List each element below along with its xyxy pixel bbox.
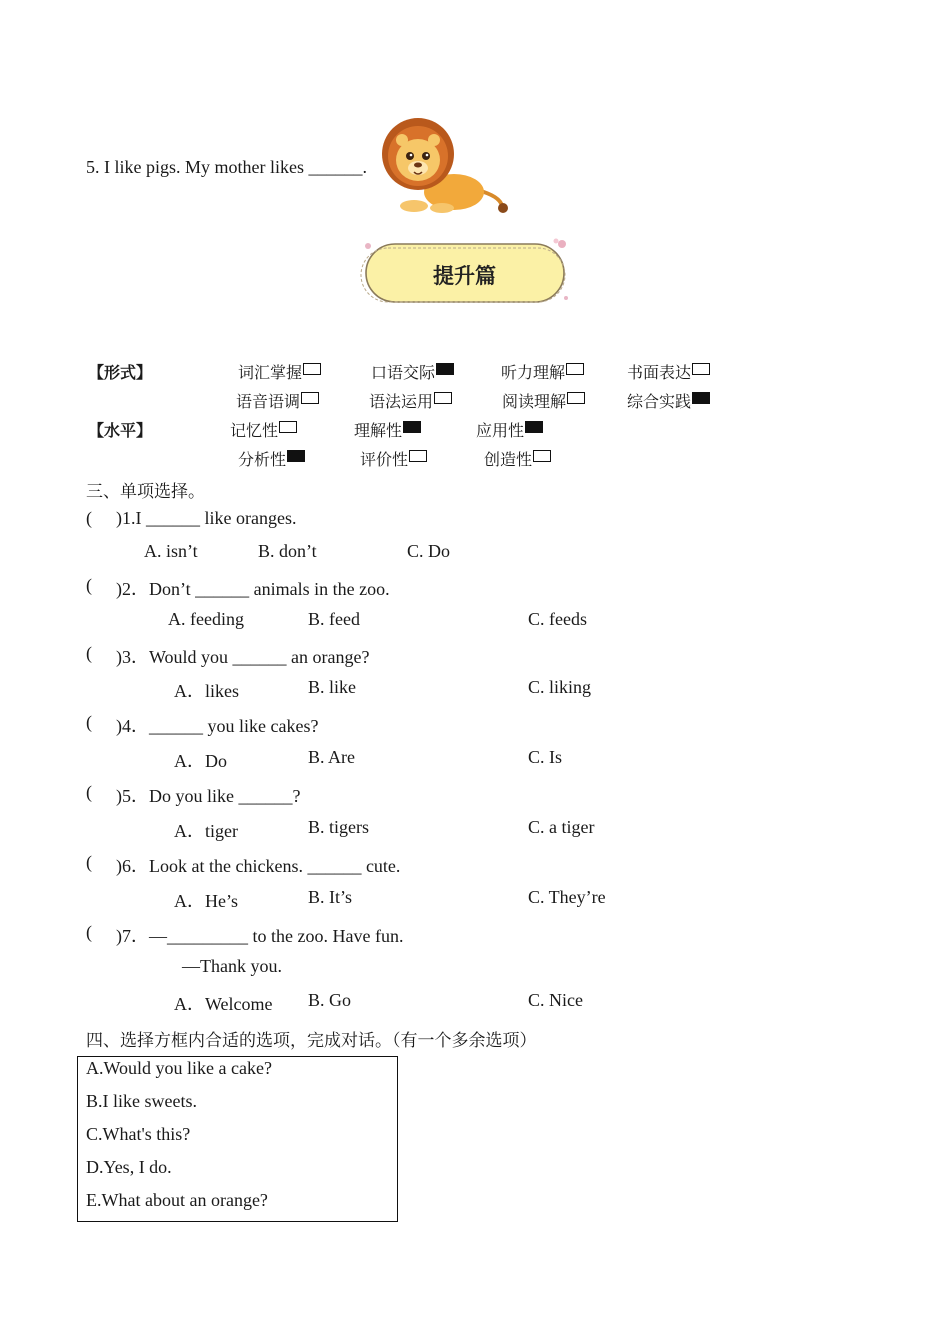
q7-option-c: C. Nice [528, 990, 583, 1010]
checkbox-empty [409, 450, 427, 462]
q4-option-c: C. Is [528, 747, 563, 767]
checkbox-empty [566, 363, 584, 375]
q6-option-a: A．He’s [174, 891, 238, 911]
question-5-line: 5. I like pigs. My mother likes ______. [86, 157, 367, 177]
q6-option-b: B. It’s [308, 887, 353, 907]
tag-form-4: 书面表达 [627, 360, 710, 383]
lion-illustration [372, 112, 512, 216]
q3-option-a: A．likes [174, 681, 239, 701]
box-option-c: C.What's this? [86, 1124, 191, 1144]
checkbox-empty [692, 363, 710, 375]
q1-option-a: A. isn’t [144, 541, 198, 561]
checkbox-filled [525, 421, 543, 433]
q6-bracket: ( [86, 852, 92, 872]
q2-bracket: ( [86, 575, 92, 595]
banner-title: 提升篇 [433, 264, 496, 288]
section-4-title: 四、选择方框内合适的选项，完成对话。（有一个多余选项） [86, 1031, 537, 1051]
box-option-d: D.Yes, I do. [86, 1157, 172, 1177]
checkbox-empty [301, 392, 319, 404]
q7-bracket: ( [86, 922, 92, 942]
q2-option-a: A. feeding [168, 609, 244, 629]
tag-form-5: 语音语调 [236, 389, 319, 412]
tag-form-2: 口语交际 [371, 360, 454, 383]
checkbox-filled [436, 363, 454, 375]
tag-level-5: 评价性 [360, 447, 427, 470]
q3-option-b: B. like [308, 677, 356, 697]
q2-stem: )2．Don’t ______ animals in the zoo. [116, 579, 390, 599]
tag-form-1: 词汇掌握 [238, 360, 321, 383]
tag-level-1: 记忆性 [230, 418, 297, 441]
checkbox-empty [434, 392, 452, 404]
q7-option-a: A．Welcome [174, 994, 273, 1014]
q4-bracket: ( [86, 712, 92, 732]
q4-option-a: A．Do [174, 751, 227, 771]
tag-level-2: 理解性 [354, 418, 421, 441]
q5-option-b: B. tigers [308, 817, 369, 837]
form-label: 【形式】 [88, 363, 153, 382]
q7-option-b: B. Go [308, 990, 352, 1010]
q3-option-c: C. liking [528, 677, 592, 697]
section-3-title: 三、单项选择。 [86, 482, 205, 502]
checkbox-empty [303, 363, 321, 375]
q2-option-b: B. feed [308, 609, 360, 629]
q3-bracket: ( [86, 643, 92, 663]
q2-option-c: C. feeds [528, 609, 587, 629]
checkbox-filled [403, 421, 421, 433]
checkbox-empty [567, 392, 585, 404]
q4-option-b: B. Are [308, 747, 355, 767]
q7-stem: )7．—_________ to the zoo. Have fun. [116, 926, 404, 946]
tag-level-6: 创造性 [484, 447, 551, 470]
q1-bracket: ( [86, 508, 92, 528]
checkbox-empty [533, 450, 551, 462]
tag-level-3: 应用性 [476, 418, 543, 441]
checkbox-filled [287, 450, 305, 462]
tag-level-4: 分析性 [238, 447, 305, 470]
tag-form-6: 语法运用 [369, 389, 452, 412]
checkbox-filled [692, 392, 710, 404]
box-option-a: A.Would you like a cake? [86, 1058, 272, 1078]
q6-stem: )6．Look at the chickens. ______ cute. [116, 856, 401, 876]
q1-stem: )1.I ______ like oranges. [116, 508, 297, 528]
tag-form-7: 阅读理解 [502, 389, 585, 412]
level-label: 【水平】 [88, 421, 153, 440]
q5-option-c: C. a tiger [528, 817, 595, 837]
q5-bracket: ( [86, 782, 92, 802]
q7-reply: —Thank you. [182, 956, 282, 976]
q1-option-c: C. Do [407, 541, 451, 561]
q5-stem: )5．Do you like ______? [116, 786, 301, 806]
box-option-b: B.I like sweets. [86, 1091, 197, 1111]
q6-option-c: C. They’re [528, 887, 606, 907]
q1-option-b: B. don’t [258, 541, 317, 561]
q5-option-a: A．tiger [174, 821, 238, 841]
tag-form-3: 听力理解 [501, 360, 584, 383]
checkbox-empty [279, 421, 297, 433]
q4-stem: )4．______ you like cakes? [116, 716, 319, 736]
tag-form-8: 综合实践 [627, 389, 710, 412]
q3-stem: )3．Would you ______ an orange? [116, 647, 370, 667]
box-option-e: E.What about an orange? [86, 1190, 268, 1210]
